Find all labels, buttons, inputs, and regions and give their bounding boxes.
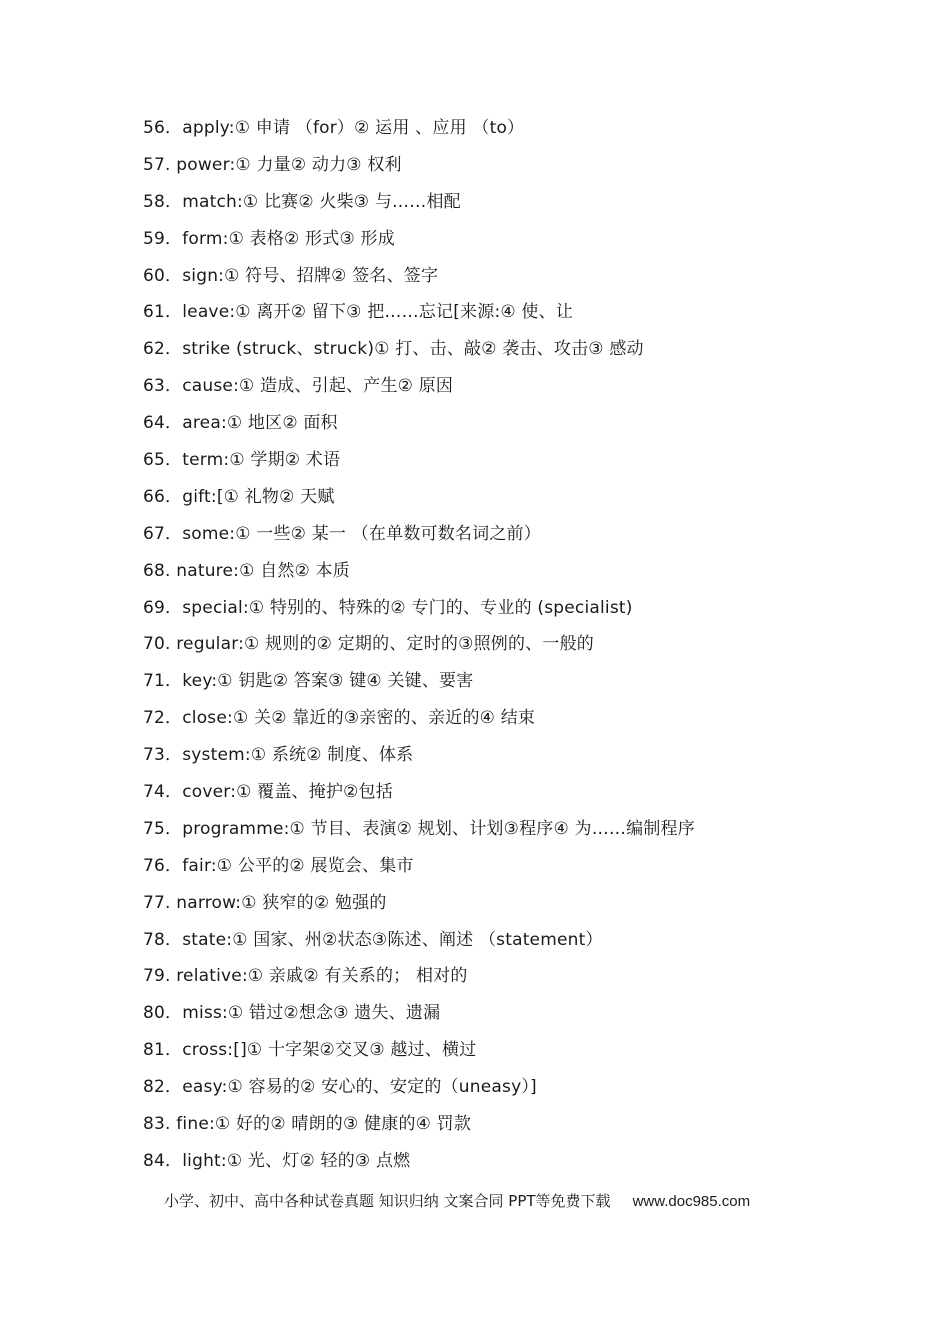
list-item: 56．apply:① 申请 （for）② 运用 、应用 （to） — [143, 118, 525, 138]
list-item: 78．state:① 国家、州②状态③陈述、阐述 （statement） — [143, 929, 603, 950]
list-item: 71．key:① 钥匙② 答案③ 键④ 关键、要害 — [143, 671, 474, 692]
list-item: 63．cause:① 造成、引起、产生② 原因 — [143, 376, 454, 397]
list-item: 60．sign:① 符号、招牌② 签名、签字 — [143, 265, 439, 286]
list-item: 59．form:① 表格② 形式③ 形成 — [143, 228, 395, 249]
list-item: 72．close:① 关② 靠近的③亲密的、亲近的④ 结束 — [143, 708, 536, 729]
vocabulary-list — [143, 110, 903, 1180]
list-item: 67．some:① 一些② 某一 （在单数可数名词之前） — [143, 523, 541, 544]
list-item: 62．strike (struck、struck)① 打、击、敲② 袭击、攻击③ 感动 — [143, 339, 644, 360]
list-item: 76．fair:① 公平的② 展览会、集市 — [143, 855, 414, 876]
list-item: 83. fine:① 好的② 晴朗的③ 健康的④ 罚款 — [143, 1114, 472, 1135]
footer-text: 小学、初中、高中各种试卷真题 知识归纳 文案合同 PPT等免费下载 — [164, 1192, 611, 1210]
list-item: 80．miss:① 错过②想念③ 遗失、遗漏 — [143, 1003, 441, 1024]
list-item: 57. power:① 力量② 动力③ 权利 — [143, 154, 402, 175]
list-item: 64．area:① 地区② 面积 — [143, 413, 338, 434]
list-item: 81．cross:[]① 十字架②交叉③ 越过、横过 — [143, 1040, 477, 1061]
list-item: 70. regular:① 规则的② 定期的、定时的③照例的、一般的 — [143, 634, 594, 655]
list-item: 74．cover:① 覆盖、掩护②包括 — [143, 782, 394, 803]
list-item: 82．easy:① 容易的② 安心的、安定的（uneasy）] — [143, 1077, 537, 1098]
list-item: 58．match:① 比赛② 火柴③ 与……相配 — [143, 191, 461, 212]
list-item: 65．term:① 学期② 术语 — [143, 450, 341, 471]
list-item: 84．light:① 光、灯② 轻的③ 点燃 — [143, 1150, 411, 1171]
list-item: 77. narrow:① 狭窄的② 勉强的 — [143, 892, 387, 913]
list-item: 79. relative:① 亲戚② 有关系的； 相对的 — [143, 966, 468, 987]
list-item: 75．programme:① 节目、表演② 规划、计划③程序④ 为……编制程序 — [143, 818, 695, 839]
page-footer — [164, 1188, 864, 1214]
list-item: 69．special:① 特别的、特殊的② 专门的、专业的 (specialist) — [143, 597, 633, 618]
footer-site-link[interactable]: www.doc985.com — [632, 1193, 751, 1210]
list-item: 68. nature:① 自然② 本质 — [143, 560, 350, 581]
list-item: 73．system:① 系统② 制度、体系 — [143, 745, 414, 766]
list-item: 61．leave:① 离开② 留下③ 把……忘记[来源:④ 使、让 — [143, 302, 574, 323]
list-item: 66．gift:[① 礼物② 天赋 — [143, 486, 335, 507]
